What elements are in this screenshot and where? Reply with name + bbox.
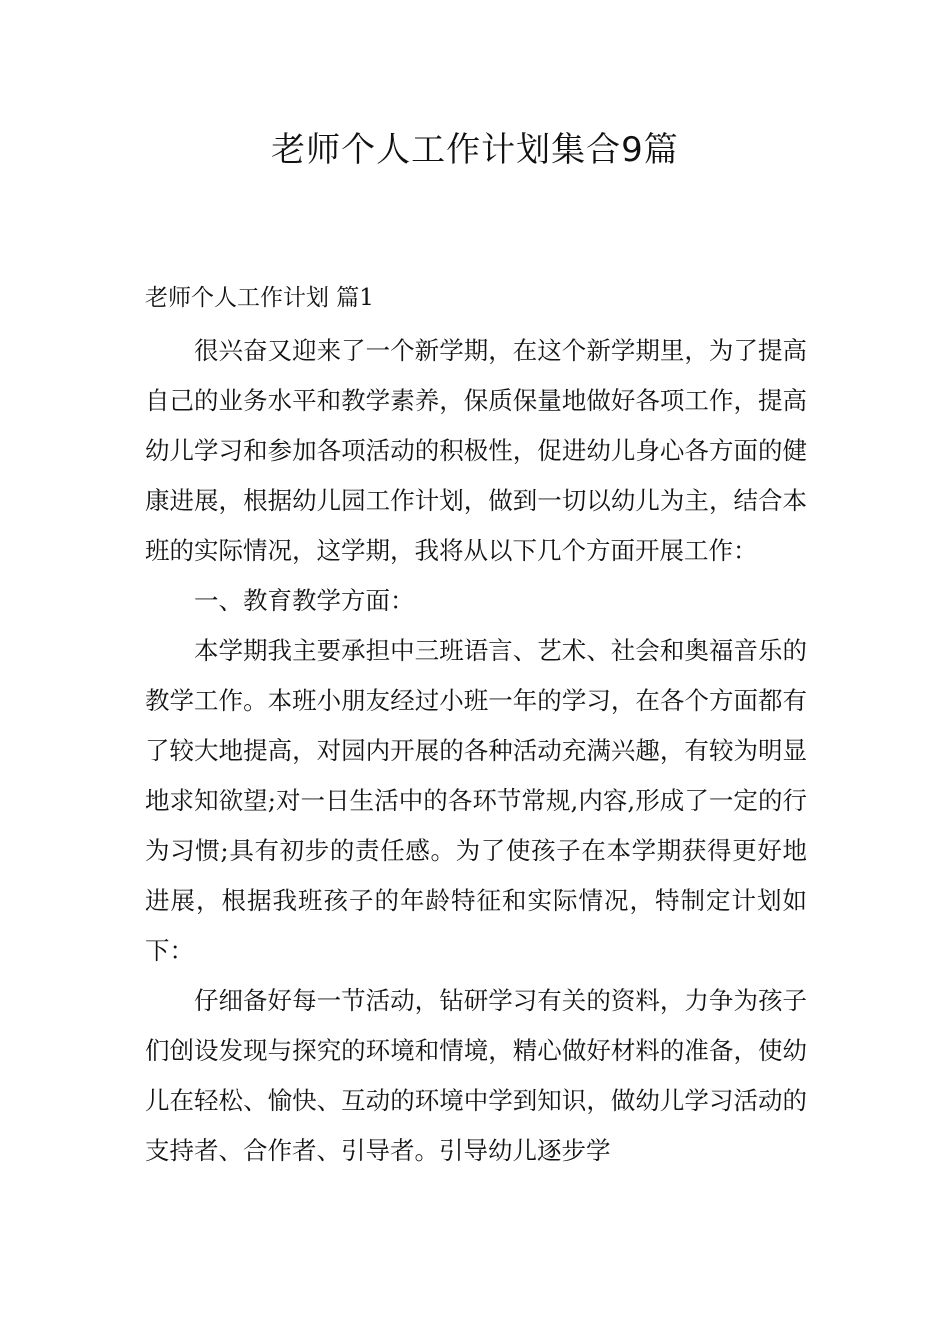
document-body	[145, 280, 807, 1176]
section-heading: 老师个人工作计划 篇1	[145, 285, 374, 311]
paragraph-subheading-teaching: 一、教育教学方面：	[194, 586, 415, 615]
document-title: 老师个人工作计划集合9篇	[271, 130, 679, 170]
paragraph-teaching-overview: 本学期我主要承担中三班语言、艺术、社会和奥福音乐的教学工作。本班小朋友经过小班一年的学习，在各个方面都有了较大地提高，对园内开展的各种活动充满兴趣，有较为明显地求知欲望;对一日生活中的各环节常规,内容,形成了一定的行为习惯;具有初步的责任感。为了使孩子在本学期获得更好地进展，根据我班孩子的年龄特征和实际情况，特制定计划如下：	[145, 636, 807, 965]
paragraph-lesson-preparation: 仔细备好每一节活动，钻研学习有关的资料，力争为孩子们创设发现与探究的环境和情境，精心做好材料的准备，使幼儿在轻松、愉快、互动的环境中学到知识，做幼儿学习活动的支持者、合作者、引导者。引导幼儿逐步学	[145, 986, 807, 1165]
paragraph-intro: 很兴奋又迎来了一个新学期，在这个新学期里，为了提高自己的业务水平和教学素养，保质保量地做好各项工作，提高幼儿学习和参加各项活动的积极性，促进幼儿身心各方面的健康进展，根据幼儿园工作计划，做到一切以幼儿为主，结合本班的实际情况，这学期，我将从以下几个方面开展工作：	[145, 336, 807, 565]
